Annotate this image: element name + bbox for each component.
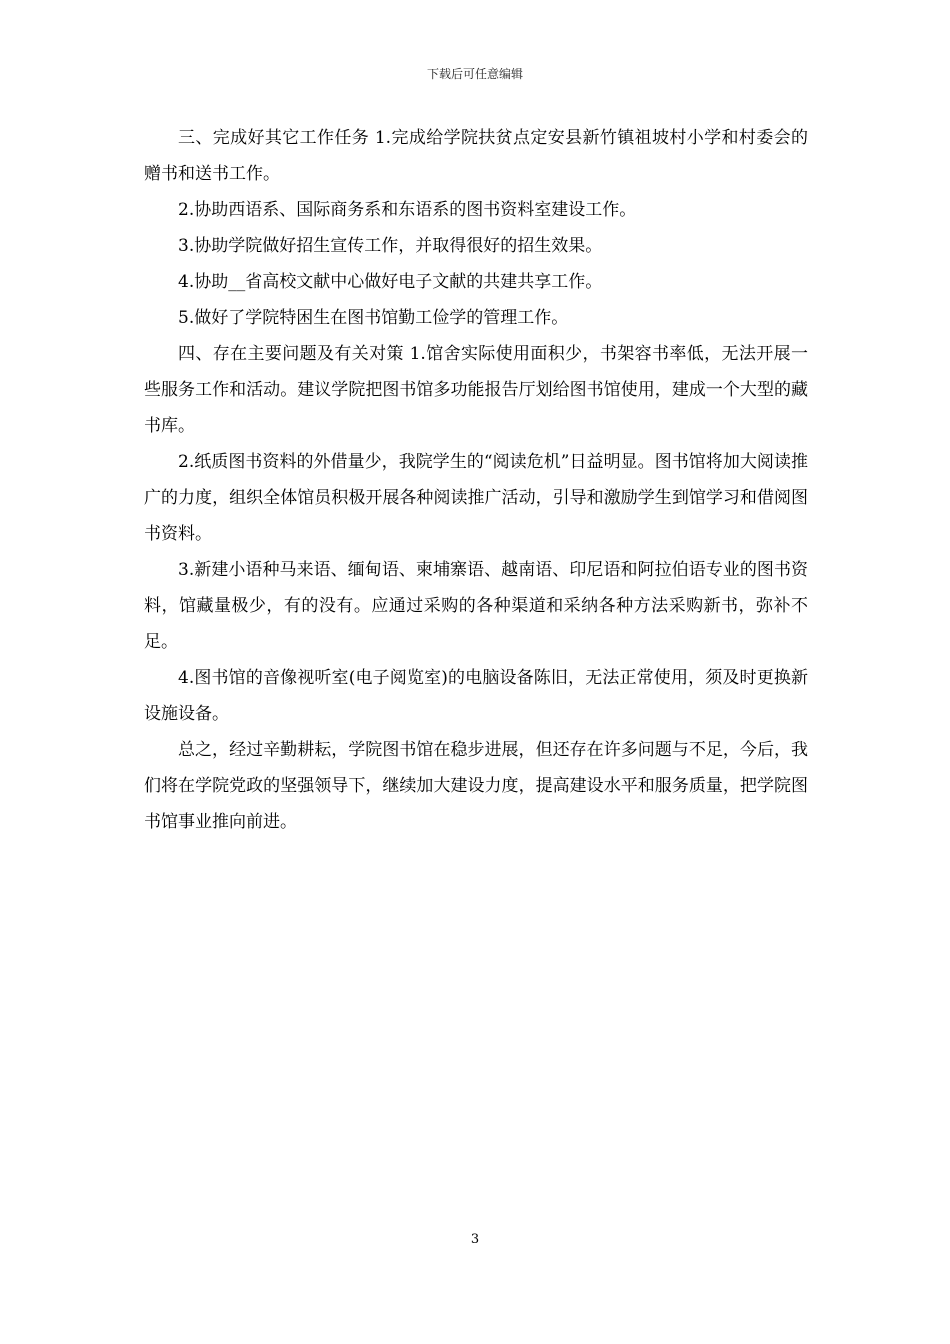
paragraph-problem-4: 4.图书馆的音像视听室(电子阅览室)的电脑设备陈旧，无法正常使用，须及时更换新设施设备。 — [144, 668, 808, 724]
paragraph-other-tasks: 三、完成好其它工作任务 1.完成给学院扶贫点定安县新竹镇祖坡村小学和村委会的赠书和送书工作。 — [144, 128, 808, 184]
paragraph-problems: 四、存在主要问题及有关对策 1.馆舍实际使用面积少，书架容书率低，无法开展一些服务工作和活动。建议学院把图书馆多功能报告厅划给图书馆使用，建成一个大型的藏书库。 — [144, 344, 808, 436]
paragraph-problem-3: 3.新建小语种马来语、缅甸语、柬埔寨语、越南语、印尼语和阿拉伯语专业的图书资料，馆藏量极少，有的没有。应通过采购的各种渠道和采纳各种方法采购新书，弥补不足。 — [144, 560, 808, 652]
paragraph-summary: 总之，经过辛勤耕耘，学院图书馆在稳步进展，但还存在许多问题与不足，今后，我们将在学院党政的坚强领导下，继续加大建设力度，提高建设水平和服务质量，把学院图书馆事业推向前进。 — [144, 740, 808, 832]
paragraph-item-2: 2.协助西语系、国际商务系和东语系的图书资料室建设工作。 — [178, 200, 637, 220]
page-number: 3 — [470, 1232, 480, 1247]
paragraph-item-4: 4.协助__省高校文献中心做好电子文献的共建共享工作。 — [178, 272, 603, 292]
page-header: 下载后可任意编辑 — [426, 67, 523, 81]
paragraph-problem-2: 2.纸质图书资料的外借量少，我院学生的“阅读危机”日益明显。图书馆将加大阅读推广的力度，组织全体馆员积极开展各种阅读推广活动，引导和激励学生到馆学习和借阅图书资料。 — [144, 452, 808, 544]
document-body — [144, 120, 808, 840]
paragraph-item-3: 3.协助学院做好招生宣传工作，并取得很好的招生效果。 — [178, 236, 603, 256]
paragraph-item-5: 5.做好了学院特困生在图书馆勤工俭学的管理工作。 — [178, 308, 569, 328]
